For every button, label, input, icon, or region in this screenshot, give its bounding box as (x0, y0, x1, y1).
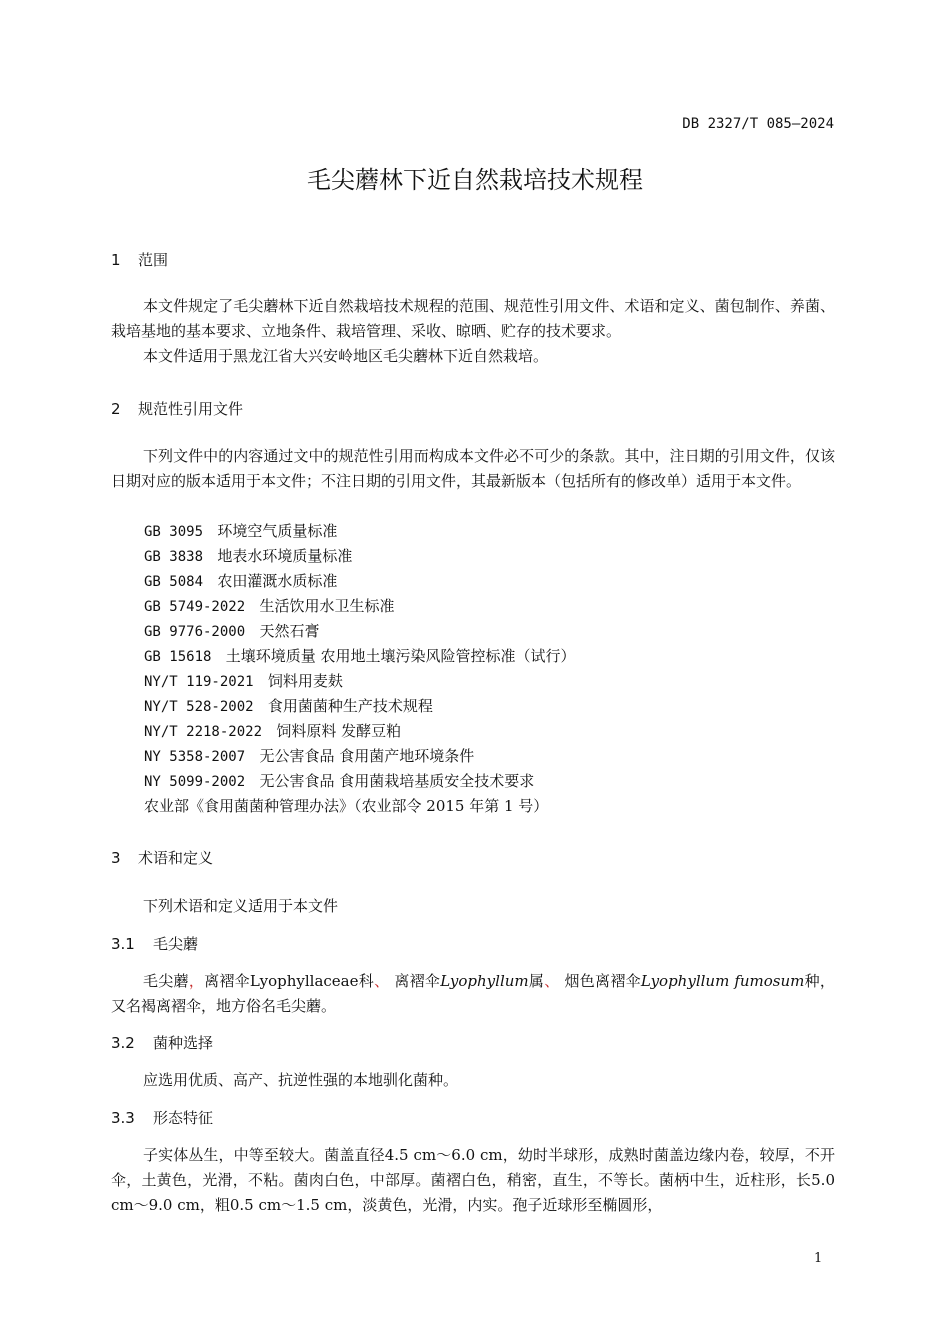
section-title: 术语和定义 (138, 849, 214, 867)
subsection-3-1-heading (111, 933, 198, 954)
subsection-number: 3.3 (111, 1109, 135, 1127)
subsection-3-2-heading (111, 1032, 213, 1053)
document-title: 毛尖蘑林下近自然栽培技术规程 (307, 166, 643, 194)
reference-item (144, 544, 352, 570)
document-number: DB 2327/T 085—2024 (682, 116, 834, 132)
text-run: 、 (374, 972, 390, 990)
page-number: 1 (814, 1251, 823, 1266)
reference-title: 饲料原料 发酵豆粕 (276, 722, 402, 740)
reference-item (144, 719, 401, 745)
reference-code: NY 5358-2007 (144, 749, 246, 765)
text-run: 毛尖蘑 (143, 972, 189, 990)
section-3-heading (111, 847, 213, 868)
reference-item (144, 744, 474, 770)
genus-name: Lyophyllum (440, 972, 529, 990)
section-1-paragraph-1: 本文件规定了毛尖蘑林下近自然栽培技术规程的范围、规范性引用文件、术语和定义、菌包制作、养菌、栽培基地的基本要求、立地条件、栽培管理、采收、晾晒、贮存的技术要求。 (111, 297, 835, 340)
subsection-3-1-paragraph (111, 969, 835, 1019)
text-run: 、 (544, 972, 560, 990)
reference-title: 环境空气质量标准 (217, 522, 338, 540)
reference-item (144, 694, 433, 720)
reference-title: 天然石膏 (259, 622, 320, 640)
text-run: 种，又名褐离褶伞，地方俗名毛尖蘑。 (111, 972, 835, 1015)
subsection-title: 菌种选择 (153, 1034, 214, 1052)
section-number: 2 (111, 400, 121, 418)
reference-title: 食用菌菌种生产技术规程 (267, 697, 433, 715)
reference-item (144, 619, 319, 645)
reference-code: NY 5099-2002 (144, 774, 246, 790)
species-name: Lyophyllum fumosum (640, 972, 805, 990)
reference-item (144, 669, 343, 695)
text-run: ， (188, 972, 205, 990)
subsection-3-2-paragraph: 应选用优质、高产、抗逆性强的本地驯化菌种。 (143, 1071, 459, 1089)
subsection-title: 形态特征 (153, 1109, 214, 1127)
reference-code: GB 3838 (144, 549, 204, 565)
section-1-paragraph-2: 本文件适用于黑龙江省大兴安岭地区毛尖蘑林下近自然栽培。 (143, 347, 549, 365)
section-2-heading (111, 398, 243, 419)
reference-item (144, 519, 337, 545)
reference-item (144, 644, 576, 670)
reference-code: GB 15618 (144, 649, 212, 665)
text-run: 烟色离褶伞 (559, 972, 641, 990)
reference-title: 地表水环境质量标准 (217, 547, 353, 565)
reference-item (144, 769, 534, 795)
text-run: 离褶伞 (389, 972, 441, 990)
reference-title: 无公害食品 食用菌栽培基质安全技术要求 (259, 772, 535, 790)
reference-title: 农田灌溉水质标准 (217, 572, 338, 590)
section-1-heading (111, 249, 168, 270)
reference-code: GB 5749-2022 (144, 599, 246, 615)
reference-title: 土壤环境质量 农用地土壤污染风险管控标准（试行） (225, 647, 576, 665)
reference-title: 饲料用麦麸 (267, 672, 343, 690)
section-3-intro: 下列术语和定义适用于本文件 (143, 897, 339, 915)
reference-code: GB 9776-2000 (144, 624, 246, 640)
text-run: 离褶伞Lyophyllaceae科 (204, 972, 375, 990)
subsection-3-3-paragraph: 子实体丛生，中等至较大。菌盖直径4.5 cm～6.0 cm，幼时半球形，成熟时菌盖边缘内卷，较厚，不开伞，土黄色，光滑，不粘。菌肉白色，中部厚。菌褶白色，稍密，直生，不等长。菌柄中生，近柱形，长5.0 cm～9.0 cm，粗0.5 cm～1.5 cm，淡黄色，光滑，内实。孢子近球形至椭圆形， (111, 1146, 835, 1214)
reference-item-regulation: 农业部《食用菌菌种管理办法》（农业部令 2015 年第 1 号） (144, 797, 549, 815)
reference-item (144, 594, 394, 620)
section-2-intro: 下列文件中的内容通过文中的规范性引用而构成本文件必不可少的条款。其中，注日期的引用文件，仅该日期对应的版本适用于本文件；不注日期的引用文件，其最新版本（包括所有的修改单）适用于本文件。 (111, 447, 835, 490)
subsection-title: 毛尖蘑 (153, 935, 199, 953)
reference-item (144, 569, 337, 595)
section-number: 3 (111, 849, 121, 867)
reference-code: GB 3095 (144, 524, 204, 540)
subsection-3-3-heading (111, 1107, 213, 1128)
reference-code: NY/T 119-2021 (144, 674, 254, 690)
reference-code: NY/T 2218-2022 (144, 724, 263, 740)
reference-title: 无公害食品 食用菌产地环境条件 (259, 747, 475, 765)
section-title: 范围 (138, 251, 169, 269)
section-title: 规范性引用文件 (138, 400, 244, 418)
reference-title: 生活饮用水卫生标准 (259, 597, 395, 615)
subsection-number: 3.2 (111, 1034, 135, 1052)
section-number: 1 (111, 251, 121, 269)
reference-code: GB 5084 (144, 574, 204, 590)
subsection-number: 3.1 (111, 935, 135, 953)
reference-code: NY/T 528-2002 (144, 699, 254, 715)
text-run: 属 (528, 972, 545, 990)
